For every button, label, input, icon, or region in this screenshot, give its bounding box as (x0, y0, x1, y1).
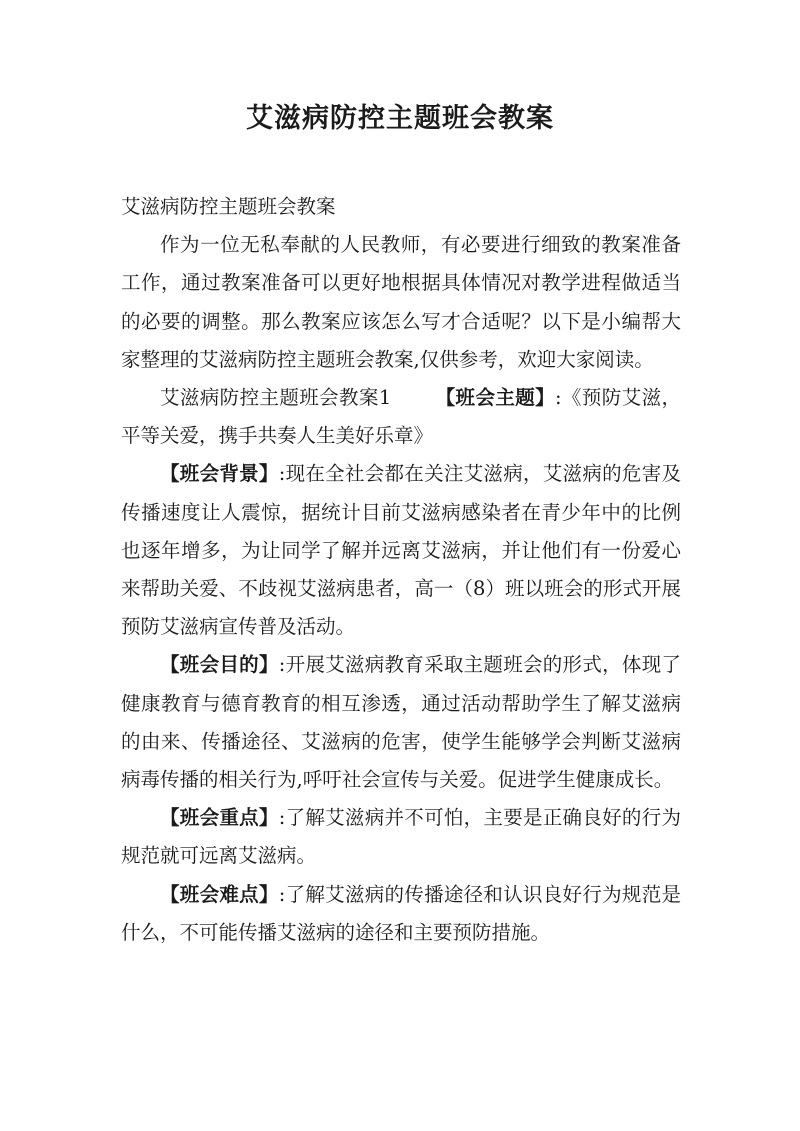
background-label: 【班会背景】 (160, 462, 279, 486)
intro-paragraph: 作为一位无私奉献的人民教师，有必要进行细致的教案准备工作，通过教案准备可以更好地根据具体情况对教学进程做适当的必要的调整。那么教案应该怎么写才合适呢？以下是小编帮大家整理的艾滋病防控主题班会教案,仅供参考，欢迎大家阅读。 (121, 233, 681, 371)
background-paragraph (121, 455, 681, 646)
document-subtitle: 艾滋病防控主题班会教案 (121, 195, 336, 218)
key-point-text: :了解艾滋病并不可怕，主要是正确良好的行为规范就可远离艾滋病。 (121, 806, 681, 868)
purpose-label: 【班会目的】 (160, 653, 279, 677)
document-body (121, 188, 681, 952)
theme-label: 【班会主题】 (435, 386, 556, 410)
theme-text: :《预防艾滋，平等关爱，携手共奏人生美好乐章》 (121, 386, 681, 448)
purpose-text: :开展艾滋病教育采取主题班会的形式，体现了健康教育与德育教育的相互渗透，通过活动帮助学生了解艾滋病的由来、传播途径、艾滋病的危害，使学生能够学会判断艾滋病病毒传播的相关行为,呼吁社会宣传与关爱。促进学生健康成长。 (121, 653, 681, 792)
key-point-label: 【班会重点】 (160, 806, 279, 830)
section1-heading: 艾滋病防控主题班会教案1 (160, 386, 392, 410)
difficulty-label: 【班会难点】 (160, 882, 279, 906)
purpose-paragraph (121, 646, 681, 799)
difficulty-paragraph (121, 876, 681, 952)
section1-paragraph (121, 379, 681, 455)
difficulty-text: :了解艾滋病的传播途径和认识良好行为规范是什么，不可能传播艾滋病的途径和主要预防措施。 (121, 882, 681, 944)
background-text: :现在全社会都在关注艾滋病，艾滋病的危害及传播速度让人震惊，据统计目前艾滋病感染者在青少年中的比例也逐年增多，为让同学了解并远离艾滋病，并让他们有一份爱心来帮助关爱、不歧视艾滋病患者，高一（8）班以班会的形式开展预防艾滋病宣传普及活动。 (121, 462, 681, 639)
document-title: 艾滋病防控主题班会教案 (246, 103, 554, 134)
key-point-paragraph (121, 799, 681, 875)
